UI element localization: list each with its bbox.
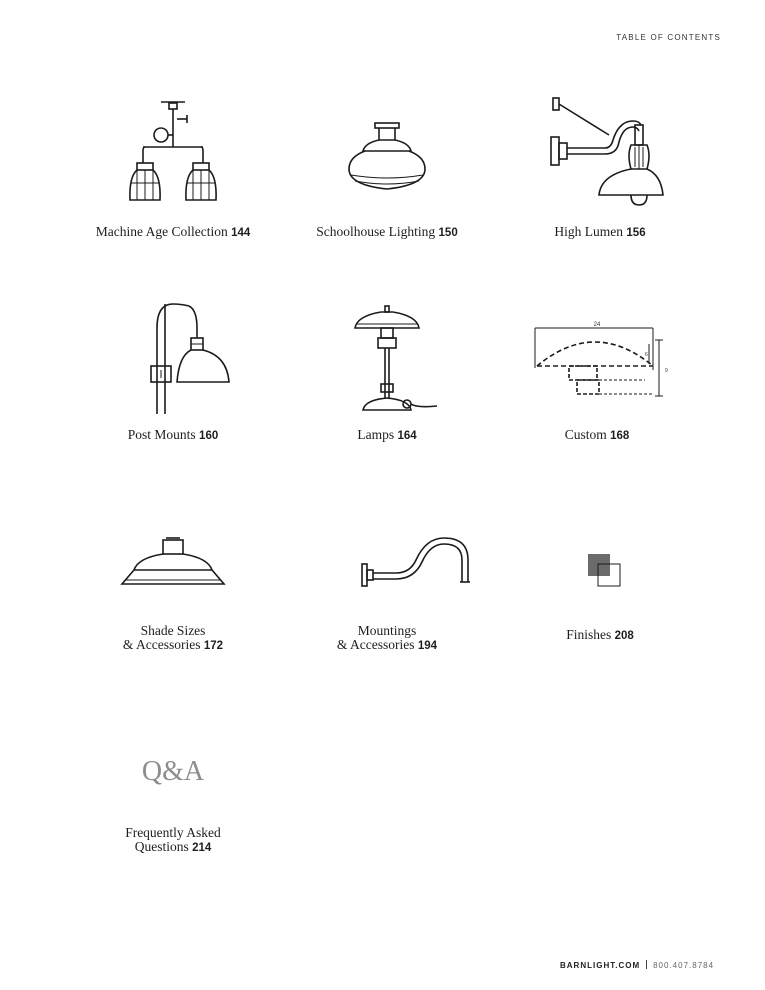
finish-swatch-dark [588,554,610,576]
item-title-line1: Shade Sizes [140,623,206,638]
page-number: 164 [397,430,417,442]
item-title-line2: & Accessories [122,637,201,652]
custom-height-dimension: 6 [645,352,648,358]
qa-graphic: Q&A [141,756,205,787]
page-number: 144 [231,227,251,239]
footer-divider [646,960,647,969]
page-number: 150 [438,227,458,239]
item-title: Custom [564,427,607,442]
toc-item-label [287,428,487,443]
page-number: 208 [614,630,634,642]
page-number: 160 [199,430,219,442]
page-number: 194 [417,640,438,652]
gooseneck-arm-icon [322,500,452,600]
item-title: Finishes [566,627,612,642]
page-number: 168 [610,430,630,442]
toc-item-label [73,225,273,240]
toc-item-label [497,428,697,443]
item-title-line1: Frequently Asked [125,825,221,840]
item-title-line2: & Accessories [336,637,415,652]
toc-item-label [500,225,700,240]
page-number: 156 [626,227,646,239]
post-mount-light-icon [123,298,223,418]
item-title-line1: Mountings [357,623,417,638]
high-lumen-wall-light-icon [535,95,665,210]
desk-lamp-icon [337,298,437,418]
toc-item-label [287,225,487,240]
toc-item-label [73,428,273,443]
finish-swatches-icon [550,500,650,600]
page-footer [560,960,714,970]
custom-dimension-drawing-icon [527,298,667,418]
item-title: Post Mounts [127,427,196,442]
page-number: 172 [203,640,224,652]
custom-side-dimension: 9 [665,368,668,374]
schoolhouse-pendant-icon [337,95,437,210]
custom-width-dimension: 24 [593,322,601,328]
toc-item-label [73,624,273,653]
item-title: Machine Age Collection [95,224,228,239]
machine-age-fixture-icon [123,95,223,210]
item-title: High Lumen [554,224,624,239]
item-title-line2: Questions [134,839,189,854]
warehouse-shade-icon [118,500,228,600]
footer-website[interactable]: BARNLIGHT.COM [560,961,641,970]
item-title: Lamps [357,427,395,442]
toc-item-label [287,624,487,653]
item-title: Schoolhouse Lighting [316,224,436,239]
page-number: 214 [192,842,212,854]
section-header: TABLE OF CONTENTS [616,33,721,42]
toc-item-label [73,826,273,855]
toc-item-label [500,628,700,643]
footer-phone[interactable]: 800.407.8784 [653,961,715,970]
